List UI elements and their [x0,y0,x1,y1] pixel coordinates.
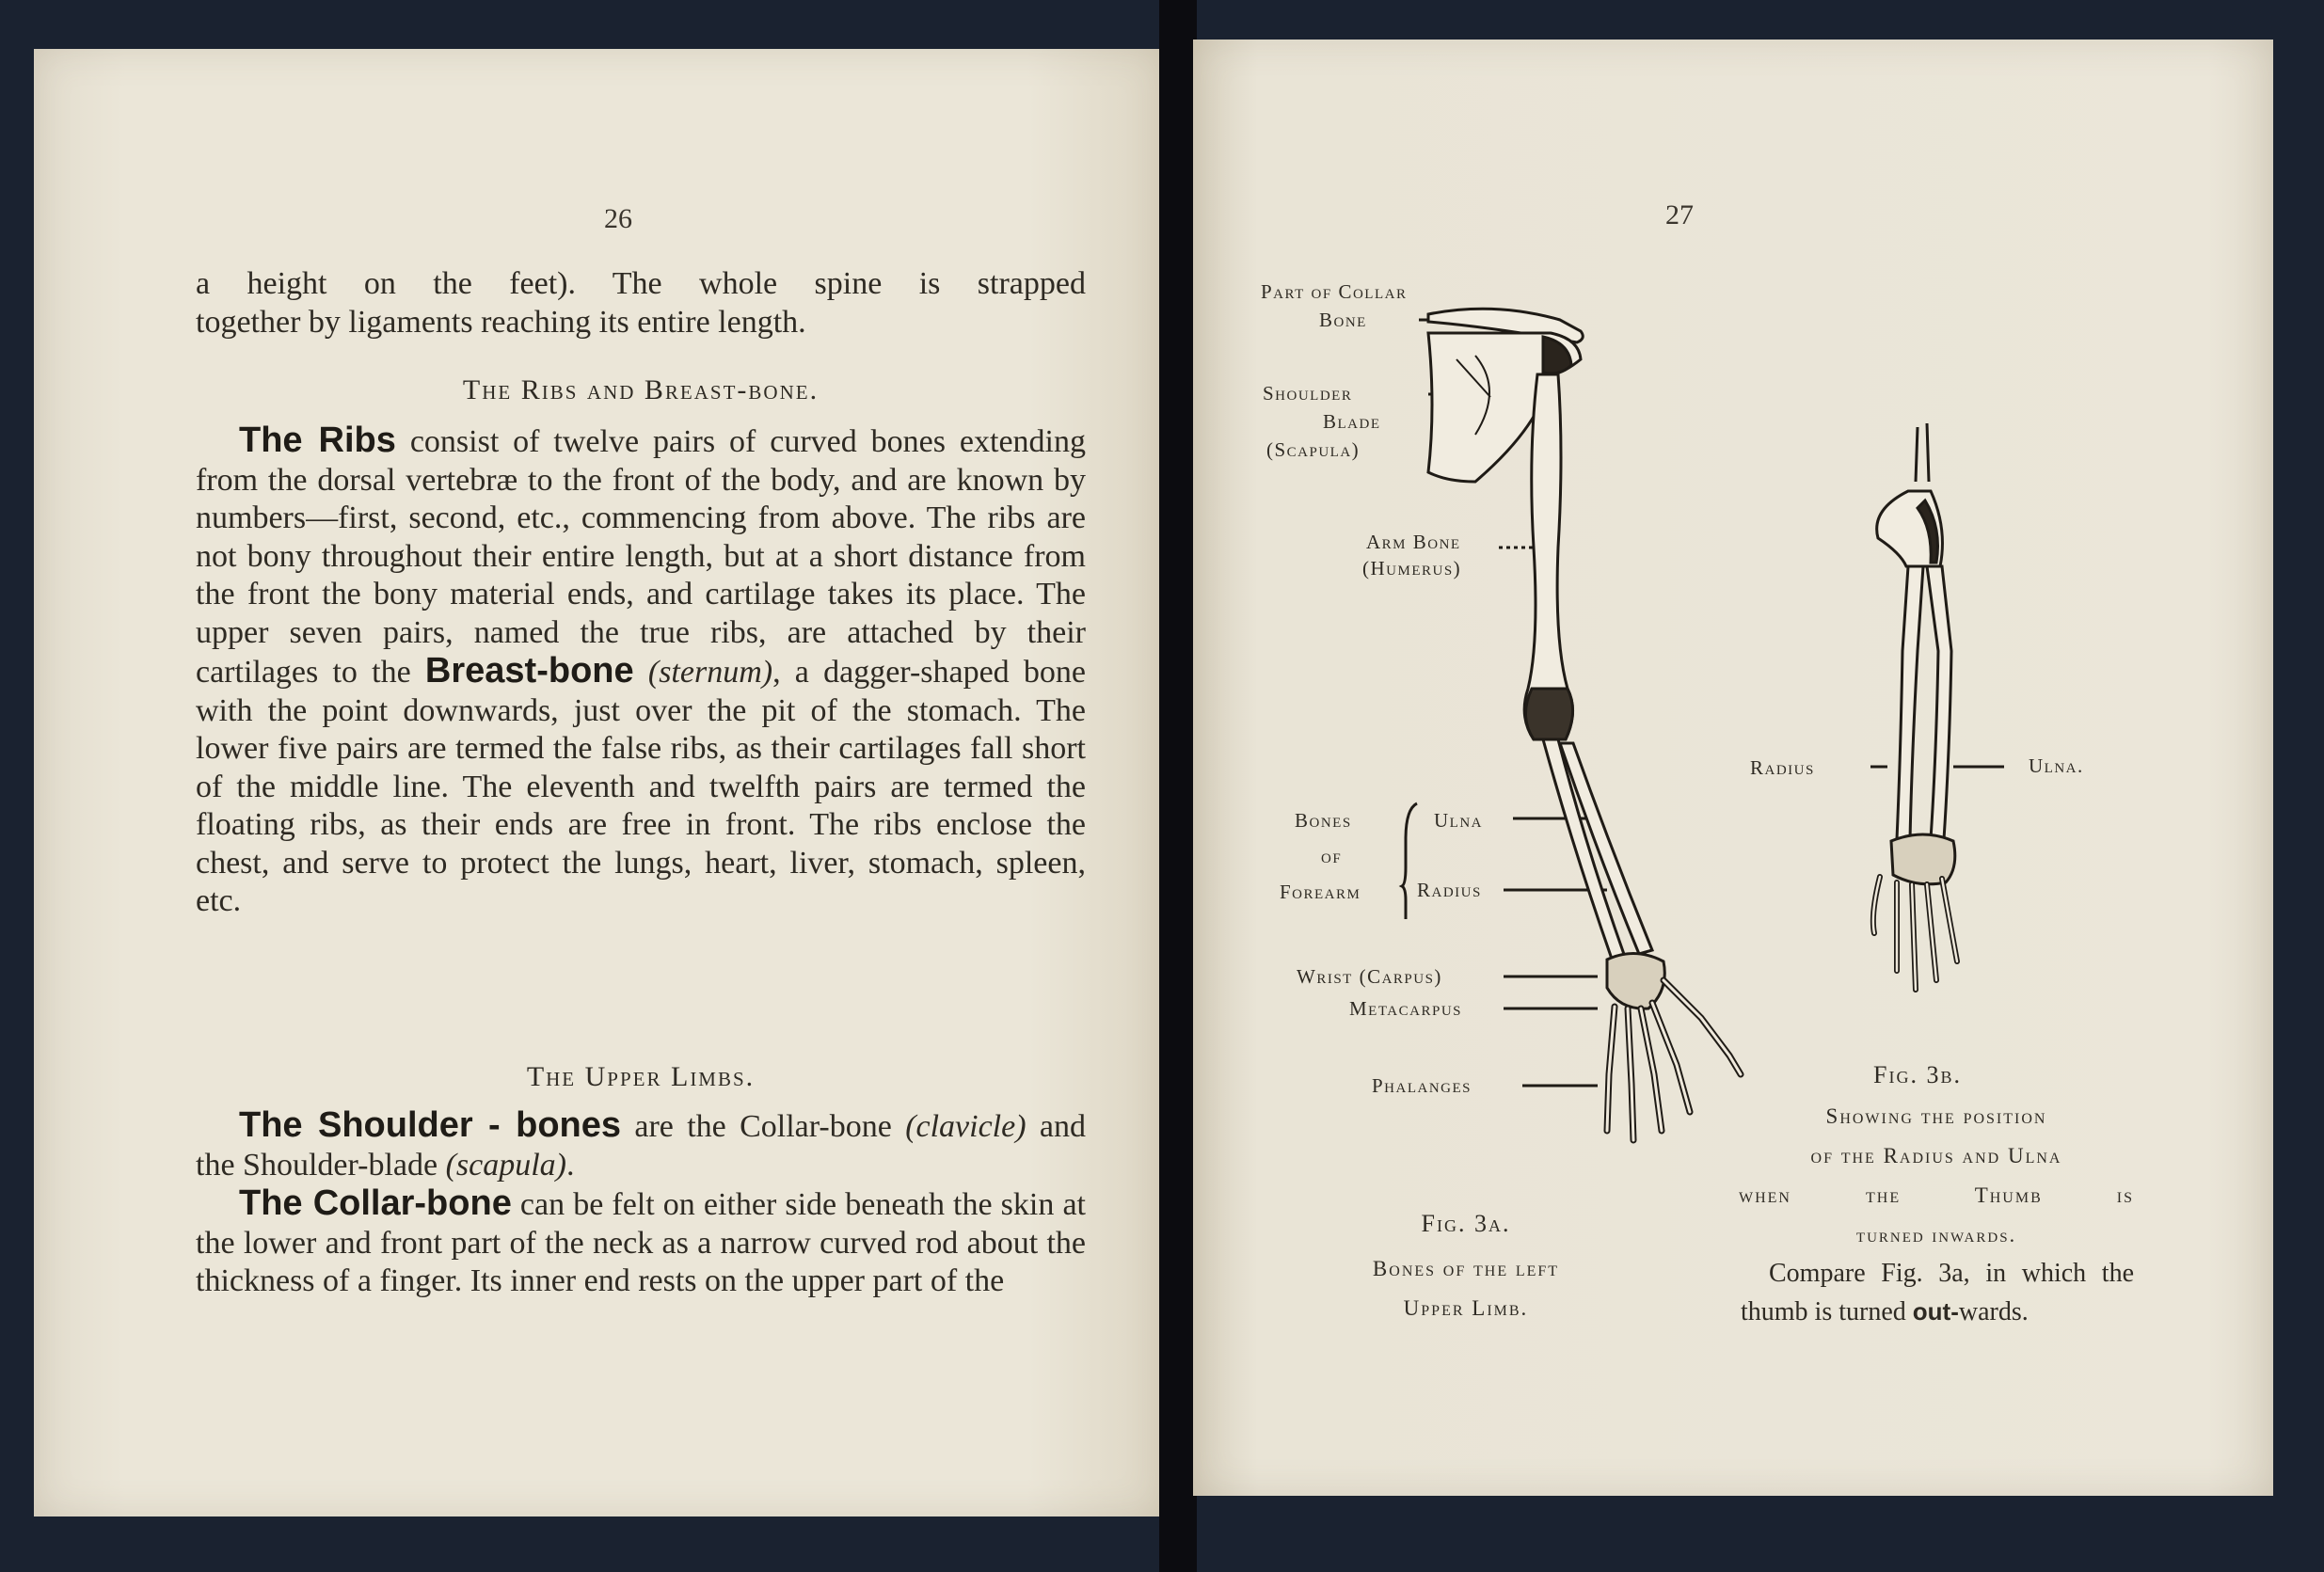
fig3b-caption-line-4: turned inwards. [1855,1223,2017,1246]
label-radius-3b: Radius [1750,756,1815,779]
ribs-text-1: consist of twelve pairs of curved bones extending from the dorsal vertebræ to the front of the body, and are known by numbers—first, second, etc., commencing from above. The ribs are not bony throughout their entire length, but at a short distance from the front the bony material ends, and cartilage takes its place. The upper seven pairs, named the true ribs, are attached by their cartilages to the [196,424,1086,690]
label-part-of-collar: Part of Collar [1261,280,1408,303]
label-phalanges: Phalanges [1372,1074,1472,1097]
fig3b-caption-line-3: when the Thumb is [1739,1183,2134,1207]
page-number-left: 26 [604,203,632,234]
label-bones-forearm-3: Forearm [1280,881,1361,903]
fig3b-caption-line-2: of the Radius and Ulna [1810,1144,2062,1167]
compare-note [1741,1255,2134,1331]
page-number-right: 27 [1665,199,1694,230]
heading-upper-limbs: The Upper Limbs. [526,1061,756,1092]
label-bone: Bone [1319,309,1367,331]
right-page [1193,40,2273,1496]
label-bones-forearm-2: of [1321,845,1343,867]
shoulder-paragraph [196,1106,1086,1301]
heading-ribs: The Ribs and Breast-bone. [462,374,820,405]
term-shoulder-bones: The Shoulder - bones [239,1105,622,1145]
label-ulna-3a: Ulna [1434,809,1483,832]
shoulder-text-2: and the Shoulder-blade [196,1109,1086,1183]
label-blade: Blade [1323,410,1381,433]
label-humerus: (Humerus) [1362,557,1462,580]
label-ulna-3b: Ulna. [2029,754,2084,777]
compare-bold: out- [1912,1297,1959,1326]
label-metacarpus: Metacarpus [1349,997,1462,1020]
fig3a-title: Fig. 3a. [1421,1210,1511,1237]
intro-line-2: together by ligaments reaching its entire length. [196,304,806,340]
label-bones-forearm-1: Bones [1295,809,1352,832]
label-scapula: (Scapula) [1266,438,1361,461]
latin-sternum: (sternum) [647,655,773,690]
latin-clavicle: (clavicle) [905,1109,1027,1144]
label-radius-3a: Radius [1417,879,1482,901]
fig3a-caption-line-2: Upper Limb. [1403,1296,1529,1320]
intro-paragraph [196,265,1086,341]
collar-text: can be felt on either side beneath the skin at the lower and front part of the neck as a narrow curved rod about the thickness of a finger. Its inner end rests on the upper part of the [196,1187,1086,1298]
compare-text-1: Compare Fig. 3a, in which the thumb is turned [1741,1259,2134,1326]
ribs-paragraph [196,421,1086,921]
fig3b-caption-line-1: Showing the position [1825,1104,2047,1128]
label-arm-bone: Arm Bone [1366,531,1461,553]
left-page [34,49,1163,1516]
intro-line-1: a height on the feet). The whole spine is strapped [196,266,1086,301]
term-collar-bone: The Collar-bone [239,1183,512,1223]
book-gutter [1159,0,1197,1572]
label-shoulder: Shoulder [1263,382,1353,405]
term-ribs: The Ribs [239,421,396,460]
label-wrist: Wrist (Carpus) [1297,965,1442,988]
ribs-text-2: , a dagger-shaped bone with the point downwards, just over the pit of the stomach. The lower five pairs are termed the false ribs, as their cartilages fall short of the middle line. The eleventh and twelfth pairs are termed the floating ribs, as their ends are free in front. The ribs enclose the chest, and serve to protect the lungs, heart, liver, stomach, spleen, etc. [196,655,1086,918]
shoulder-text-1: are the Collar-bone [621,1109,906,1144]
latin-scapula: (scapula) [445,1147,566,1183]
shoulder-text-3: . [566,1147,575,1183]
compare-text-2: wards. [1958,1297,2029,1326]
term-breastbone: Breast-bone [424,651,634,691]
fig3b-title: Fig. 3b. [1873,1061,1962,1088]
fig3a-caption-line-1: Bones of the left [1372,1257,1560,1280]
